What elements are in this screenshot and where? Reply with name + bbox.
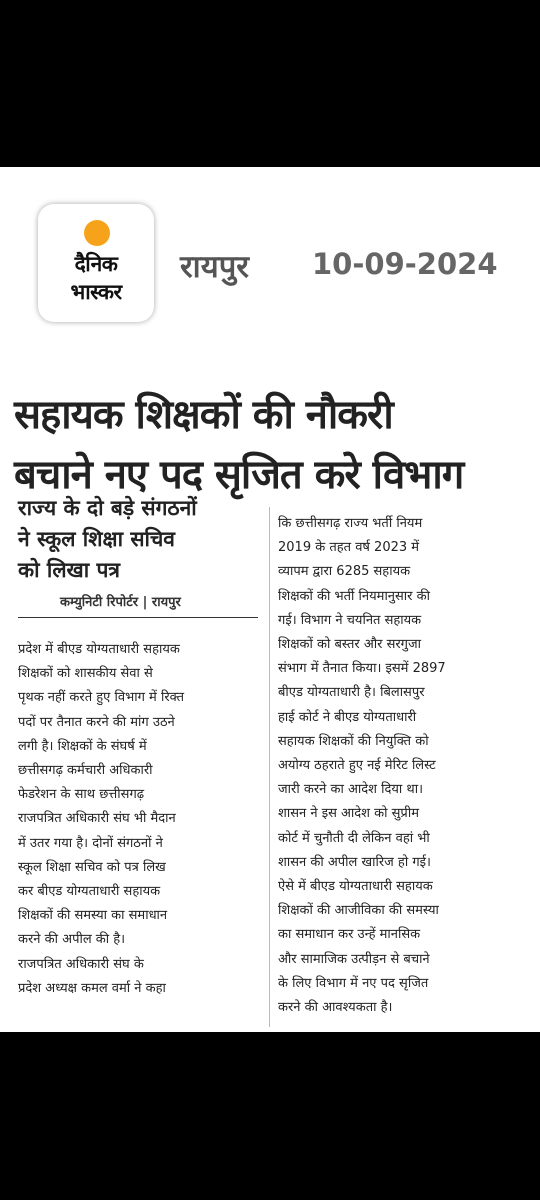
logo-text-line1: दैनिक [74, 252, 118, 276]
article-line: का समाधान कर उन्हें मानसिक [278, 927, 421, 943]
divider [18, 617, 258, 618]
article-line: में उतर गया है। दोनों संगठनों ने [18, 835, 163, 851]
article-line: शिक्षकों को बस्तर और सरगुजा [278, 637, 422, 653]
article-line: सहायक शिक्षकों की नियुक्ति को [278, 733, 429, 749]
article-line: पदों पर तैनात करने की मांग उठने [18, 714, 175, 730]
article-line: फेडरेशन के साथ छत्तीसगढ़ [18, 787, 145, 803]
dainik-bhaskar-logo [38, 204, 154, 322]
article-line: कि छत्तीसगढ़ राज्य भर्ती नियम [278, 516, 423, 531]
article-line: राजपत्रित अधिकारी संघ भी मैदान [18, 811, 176, 827]
article-line: अयोग्य ठहराते हुए नई मेरिट लिस्ट [278, 758, 436, 774]
article-left-column [18, 638, 262, 1001]
article-line: शिक्षकों की आजीविका की समस्या [278, 903, 439, 919]
article-line: कर बीएड योग्यताधारी सहायक [18, 884, 161, 900]
headline-line2: बचाने नए पद सृजित करे विभाग [14, 452, 464, 498]
article-line: और सामाजिक उत्पीड़न से बचाने [278, 951, 430, 967]
article-line: जारी करने का आदेश दिया था। [278, 782, 424, 798]
headline-line1: सहायक शिक्षकों की नौकरी [14, 392, 393, 438]
article-line: बीएड योग्यताधारी है। बिलासपुर [278, 685, 425, 701]
column-divider [269, 507, 270, 1027]
newspaper-clipping [0, 167, 540, 1032]
byline: कम्युनिटी रिपोर्टर | रायपुर [60, 595, 181, 610]
dateline-date: 10-09-2024 [312, 247, 498, 281]
article-line: प्रदेश अध्यक्ष कमल वर्मा ने कहा [18, 980, 166, 996]
article-line: करने की आवश्यकता है। [278, 1000, 393, 1016]
article-line: लगी है। शिक्षकों के संघर्ष में [18, 738, 147, 754]
article-line: शासन ने इस आदेश को सुप्रीम [278, 806, 419, 822]
article-line: कोर्ट में चुनौती दी लेकिन वहां भी [278, 830, 430, 846]
dateline-city: रायपुर [180, 249, 249, 285]
article-line: शिक्षकों की भर्ती नियमानुसार की [278, 588, 430, 604]
subhead-line3: को लिखा पत्र [18, 558, 121, 582]
article-line: 2019 के तहत वर्ष 2023 में [278, 540, 420, 556]
article-line: हाई कोर्ट ने बीएड योग्यताधारी [278, 709, 417, 725]
article-line: ऐसे में बीएड योग्यताधारी सहायक [278, 879, 433, 895]
subhead-line2: ने स्कूल शिक्षा सचिव [18, 527, 175, 551]
article-line: गई। विभाग ने चयनित सहायक [278, 612, 422, 628]
article-line: संभाग में तैनात किया। इसमें 2897 [278, 661, 446, 677]
subhead-line1: राज्य के दो बड़े संगठनों [18, 496, 197, 520]
sun-icon [84, 220, 110, 246]
article-line: व्यापम द्वारा 6285 सहायक [278, 564, 411, 580]
article-line: शिक्षकों को शासकीय सेवा से [18, 666, 153, 682]
article-line: स्कूल शिक्षा सचिव को पत्र लिख [18, 859, 166, 875]
article-line: पृथक नहीं करते हुए विभाग में रिक्त [18, 690, 185, 706]
article-line: के लिए विभाग में नए पद सृजित [278, 975, 429, 991]
logo-text-line2: भास्कर [70, 280, 122, 304]
article-line: राजपत्रित अधिकारी संघ के [18, 956, 144, 972]
article-line: शिक्षकों की समस्या का समाधान [18, 908, 168, 924]
article-line: छत्तीसगढ़ कर्मचारी अधिकारी [18, 763, 153, 779]
article-line: करने की अपील की है। [18, 932, 126, 948]
article-line: प्रदेश में बीएड योग्यताधारी सहायक [18, 642, 180, 657]
article-line: शासन की अपील खारिज हो गई। [278, 854, 431, 870]
article-right-column [278, 512, 526, 1020]
